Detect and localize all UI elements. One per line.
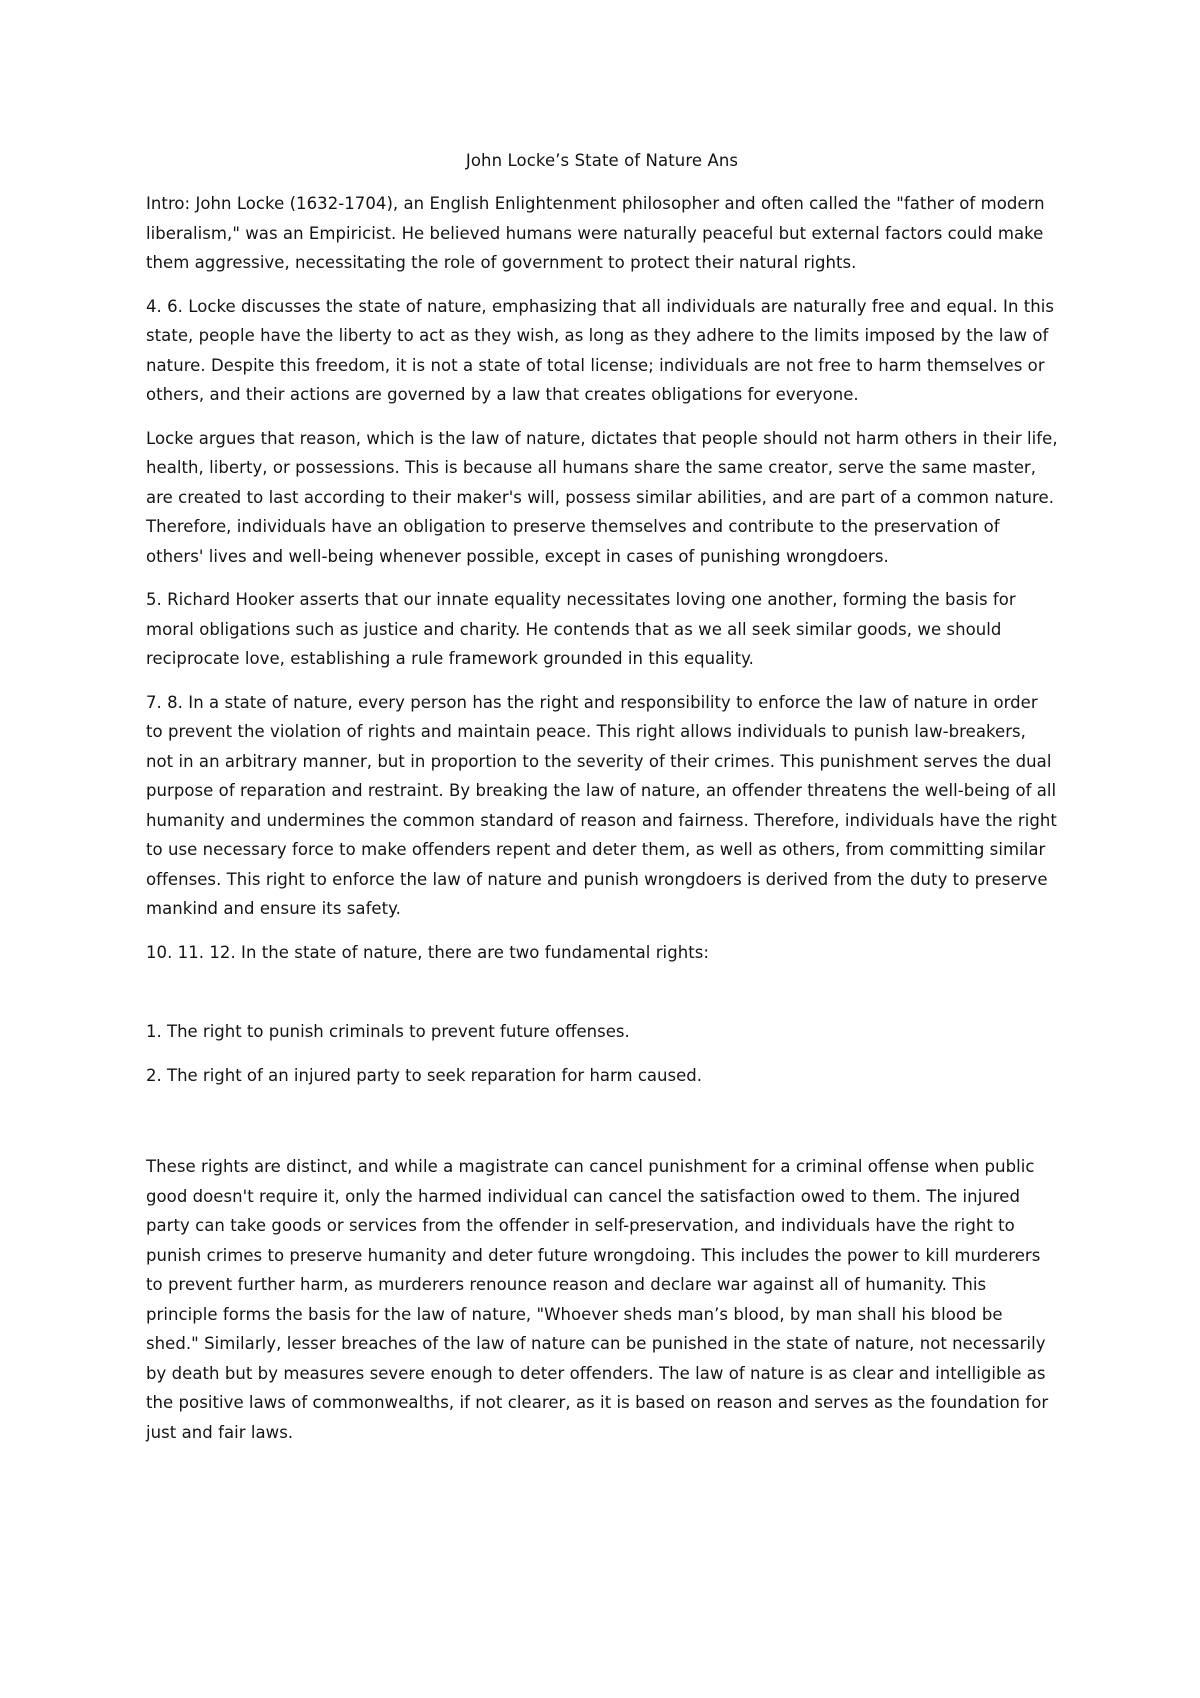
section-4-6-reason-paragraph: Locke argues that reason, which is the law of nature, dictates that people should not harm others in their life, health, liberty, or possessions. This is because all humans share the same creator, serve the same master, are created to last according to their maker's will, possess similar abilities, and are part of a common nature. Therefore, individuals have an obligation to preserve themselves and contribute to the preservation of others' lives and well-being whenever possible, except in cases of punishing wrongdoers. xyxy=(146,428,1058,566)
blank-space xyxy=(146,1104,1058,1152)
intro-paragraph: Intro: John Locke (1632-1704), an English Enlightenment philosopher and often called the "father of modern liberalism," was an Empiricist. He believed humans were naturally peaceful but external factors could make them aggressive, necessitating the role of government to protect their natural rights. xyxy=(146,194,1045,272)
section-4-6-paragraph: 4. 6. Locke discusses the state of nature, emphasizing that all individuals are naturally free and equal. In this state, people have the liberty to act as they wish, as long as they adhere to the limits imposed by the law of nature. Despite this freedom, it is not a state of total license; individuals are not free to harm themselves or others, and their actions are governed by a law that creates obligations for everyone. xyxy=(146,296,1055,404)
blank-space xyxy=(146,981,1058,1017)
document-title: John Locke’s State of Nature Ans xyxy=(465,151,739,170)
section-5-paragraph: 5. Richard Hooker asserts that our innate equality necessitates loving one another, forming the basis for moral obligations such as justice and charity. He contends that as we all seek similar goods, we should reciprocate love, establishing a rule framework grounded in this equality. xyxy=(146,590,1016,668)
section-10-12-intro: 10. 11. 12. In the state of nature, there are two fundamental rights: xyxy=(146,942,709,962)
list-item-right-2: 2. The right of an injured party to seek reparation for harm caused. xyxy=(146,1065,702,1085)
list-item-right-1: 1. The right to punish criminals to prevent future offenses. xyxy=(146,1022,630,1041)
section-7-8-paragraph: 7. 8. In a state of nature, every person has the right and responsibility to enforce the law of nature in order to prevent the violation of rights and maintain peace. This right allows individuals to punish law-breakers, not in an arbitrary manner, but in proportion to the severity of their crimes. This punishment serves the dual purpose of reparation and restraint. By breaking the law of nature, an offender threatens the well-being of all humanity and undermines the common standard of reason and fairness. Therefore, individuals have the right to use necessary force to make offenders repent and deter them, as well as others, from committing similar offenses. This right to enforce the law of nature and punish wrongdoers is derived from the duty to preserve mankind and ensure its safety. xyxy=(146,692,1057,918)
conclusion-paragraph: These rights are distinct, and while a magistrate can cancel punishment for a criminal offense when public good doesn't require it, only the harmed individual can cancel the satisfaction owed to them. The injured party can take goods or services from the offender in self-preservation, and individuals have the right to punish crimes to preserve humanity and deter future wrongdoing. This includes the power to kill murderers to prevent further harm, as murderers renounce reason and declare war against all of humanity. This principle forms the basis for the law of nature, "Whoever sheds man’s blood, by man shall his blood be shed." Similarly, lesser breaches of the law of nature can be punished in the state of nature, not necessarily by death but by measures severe enough to deter offenders. The law of nature is as clear and intelligible as the positive laws of commonwealths, if not clearer, as it is based on reason and serves as the foundation for just and fair laws. xyxy=(146,1157,1049,1442)
